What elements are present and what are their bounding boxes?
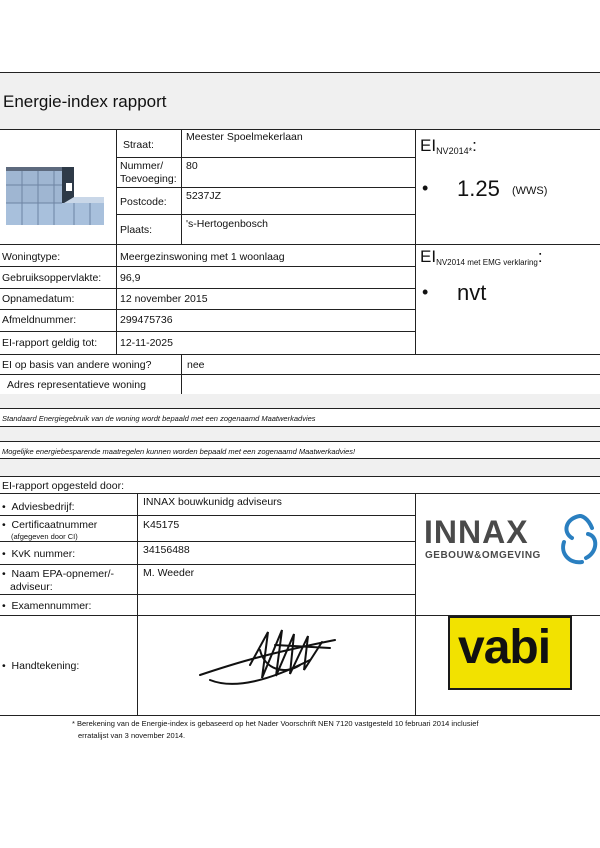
postcode-value: 5237JZ — [186, 190, 222, 202]
afmeldnummer-value: 299475736 — [120, 314, 173, 326]
andere-woning-label: EI op basis van andere woning? — [2, 359, 152, 371]
ei-main-value: 1.25 — [457, 176, 500, 201]
ei-emg-value: nvt — [457, 280, 487, 305]
cert-value: K45175 — [143, 519, 180, 531]
naam-value: M. Weeder — [143, 567, 195, 579]
gebruiksoppervlakte-label: Gebruiksoppervlakte: — [2, 272, 102, 284]
postcode-label: Postcode: — [120, 196, 167, 208]
cert-sublabel: (afgegeven door CI) — [11, 532, 78, 541]
opnamedatum-value: 12 november 2015 — [120, 293, 208, 305]
examen-label: • Examennummer: — [2, 600, 92, 612]
innax-wordmark: INNAX — [424, 514, 529, 550]
nummer-value: 80 — [186, 160, 198, 172]
straat-value: Meester Spoelmekerlaan — [186, 131, 303, 143]
straat-label: Straat: — [123, 139, 154, 151]
ei-emg-bullet: • — [422, 282, 429, 302]
naam-label-2: adviseur: — [10, 581, 53, 593]
vabi-wordmark: vabi — [458, 621, 551, 674]
innax-logo — [422, 512, 600, 572]
nummer-label-1: Nummer/ — [120, 160, 164, 172]
footnote-line1: * Berekening van de Energie-index is gebaseerd op het Nader Voorschrift NEN 7120 vastgesteld 10 februari 2014 inclusief — [72, 719, 479, 728]
adres-rep-label: Adres representatieve woning — [7, 379, 146, 391]
signature-image — [190, 620, 340, 700]
ei-main-bullet: • — [422, 178, 429, 198]
vabi-logo — [448, 616, 572, 690]
gebruiksoppervlakte-value: 96,9 — [120, 272, 141, 284]
plaats-label: Plaats: — [120, 224, 153, 236]
afmeldnummer-label: Afmeldnummer: — [2, 314, 77, 326]
innax-tagline: GEBOUW&OMGEVING — [425, 550, 541, 561]
footnote-line2: erratalijst van 3 november 2014. — [78, 731, 186, 740]
naam-label-1: • Naam EPA-opnemer/- — [2, 568, 115, 580]
standaard-note: Standaard Energiegebruik van de woning wordt bepaald met een zogenaamd Maatwerkadvies — [2, 414, 316, 423]
mogelijke-note: Mogelijke energiebesparende maatregelen kunnen worden bepaald met een zogenaamd Maatwerkadvies! — [2, 447, 356, 456]
nummer-label-2: Toevoeging: — [120, 173, 177, 185]
opnamedatum-label: Opnamedatum: — [2, 293, 75, 305]
woningtype-label: Woningtype: — [2, 251, 61, 263]
woningtype-value: Meergezinswoning met 1 woonlaag — [120, 251, 285, 263]
opgesteld-header: EI-rapport opgesteld door: — [2, 480, 124, 492]
adviesbedrijf-label: • Adviesbedrijf: — [2, 501, 75, 513]
andere-woning-value: nee — [187, 359, 205, 371]
ei-main-unit: (WWS) — [512, 185, 548, 197]
adviesbedrijf-value: INNAX bouwkunidg adviseurs — [143, 496, 282, 508]
handtekening-label: • Handtekening: — [2, 660, 80, 672]
kvk-value: 34156488 — [143, 544, 190, 556]
geldig-tot-label: EI-rapport geldig tot: — [2, 337, 98, 349]
ei-main-heading: $EI_{NV2014*}$: — [420, 136, 477, 156]
innax-swirl-icon — [556, 512, 600, 568]
geldig-tot-value: 12-11-2025 — [120, 337, 173, 349]
report-title: Energie-index rapport — [3, 92, 167, 111]
house-illustration — [4, 165, 106, 227]
ei-emg-heading: $EI_{NV2014 met EMG verklaring}$: — [420, 247, 543, 267]
kvk-label: • KvK nummer: — [2, 548, 76, 560]
cert-label: • Certificaatnummer — [2, 519, 98, 531]
plaats-value: 's-Hertogenbosch — [186, 218, 268, 230]
